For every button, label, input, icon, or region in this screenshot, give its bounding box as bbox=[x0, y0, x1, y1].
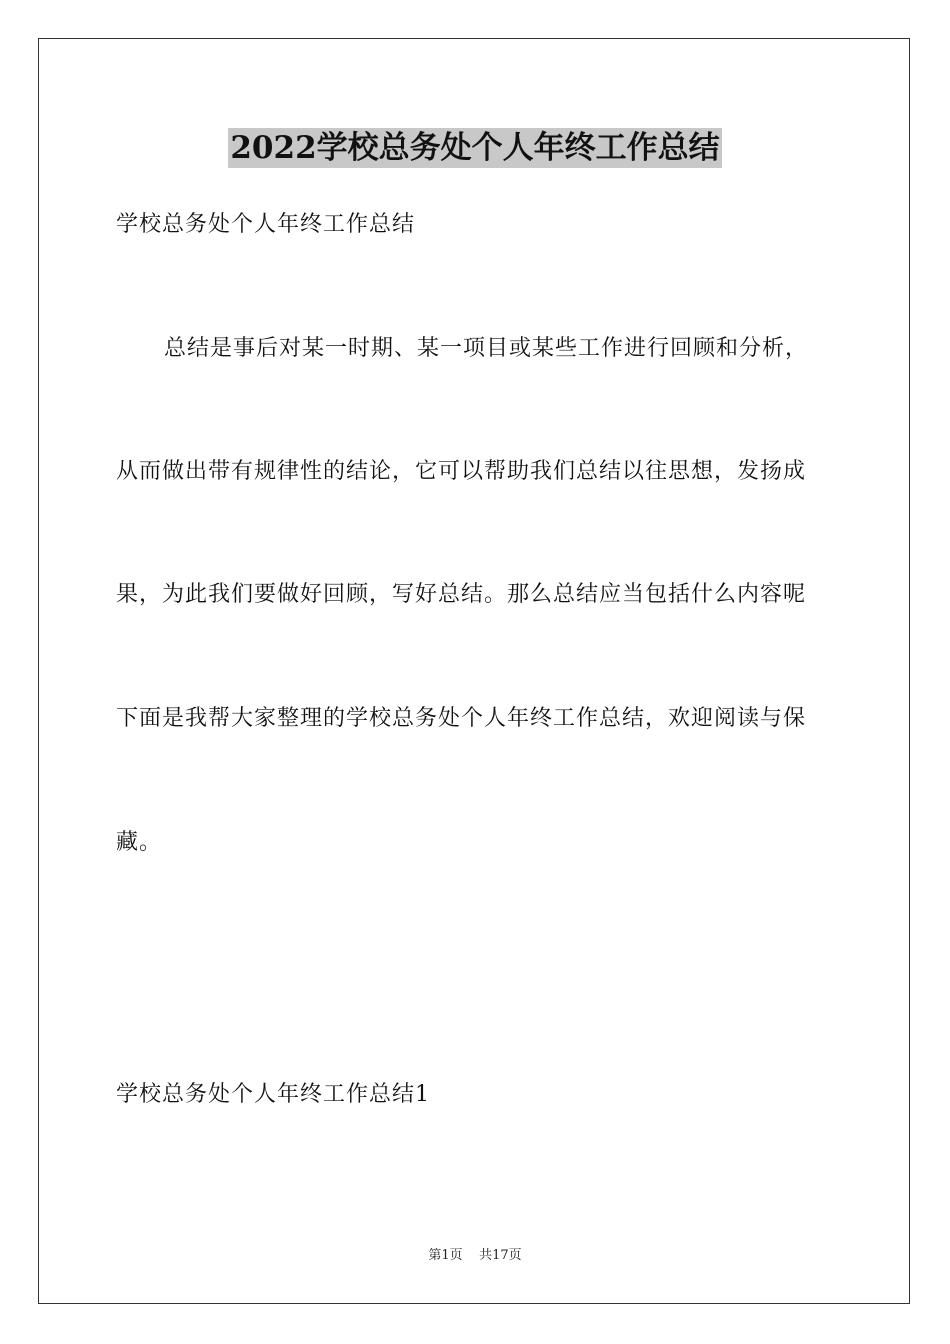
paragraph-line-3: 果，为此我们要做好回顾，写好总结。那么总结应当包括什么内容呢 bbox=[116, 582, 807, 607]
title-container bbox=[0, 128, 950, 168]
paragraph-line-2: 从而做出带有规律性的结论，它可以帮助我们总结以往思想，发扬成 bbox=[116, 459, 807, 484]
document-subtitle: 学校总务处个人年终工作总结 bbox=[116, 212, 416, 237]
page-footer bbox=[0, 1247, 950, 1265]
section-heading: 学校总务处个人年终工作总结1 bbox=[116, 1082, 430, 1107]
paragraph-line-5: 藏。 bbox=[116, 830, 163, 855]
document-title: 2022学校总务处个人年终工作总结 bbox=[230, 130, 720, 166]
paragraph-line-4: 下面是我帮大家整理的学校总务处个人年终工作总结，欢迎阅读与保 bbox=[116, 706, 807, 731]
footer-page-number: 第1页 bbox=[428, 1248, 463, 1263]
paragraph-line-1: 总结是事后对某一时期、某一项目或某些工作进行回顾和分析， bbox=[164, 336, 809, 361]
footer-total-pages: 共17页 bbox=[479, 1248, 522, 1263]
